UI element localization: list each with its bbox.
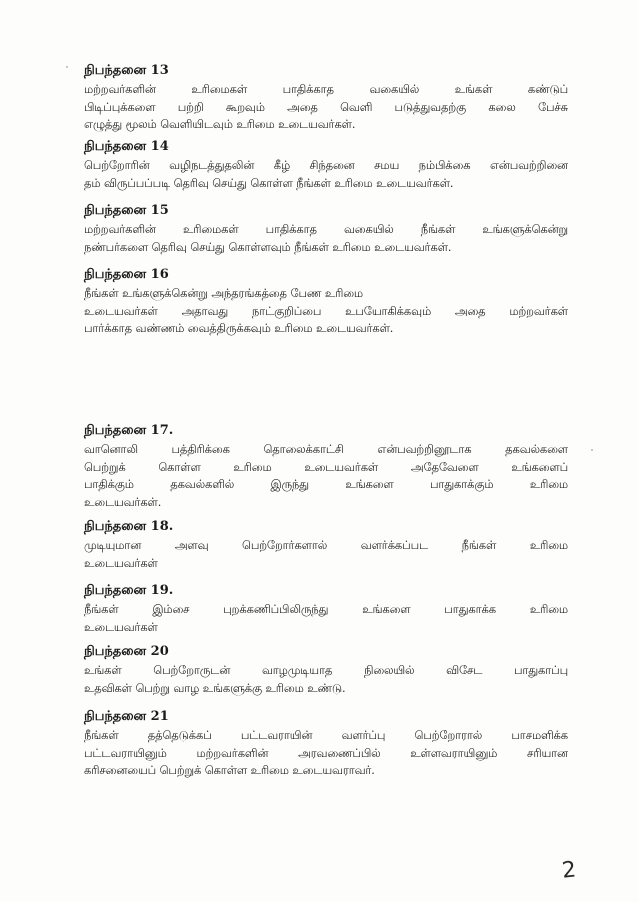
clause-heading: நிபந்தனை 21 (84, 709, 169, 724)
clause-text-line: பெற்றுக் கொள்ள உரிமை உடையவர்கள் அதேவேளை உங்களைப் (84, 460, 568, 474)
clause-text-line: பார்க்காத வண்ணம் வைத்திருக்கவும் உரிமை உடையவர்கள். (84, 322, 394, 335)
clause-text-line: நண்பர்களை தெரிவு செய்து கொள்ளவும் நீங்கள் உரிமை உடையவர்கள். (84, 240, 452, 254)
clause-text-line: உடையவர்கள். (84, 495, 162, 509)
clause-text-line: நீங்கள் தத்தெடுக்கப் பட்டவராயின் வளர்ப்பு பெற்றோரால் பாசமளிக்க (84, 729, 568, 742)
clause-text-line: பெற்றோரின் வழிநடத்துதலின் கீழ் சிந்தனை சமய நம்பிக்கை என்பவற்றினை (84, 159, 568, 172)
clause-text-line: எழுத்து மூலம் வெளியிடவும் உரிமை உடையவர்கள். (84, 118, 356, 131)
clause-heading: நிபந்தனை 15 (84, 203, 169, 218)
clause-heading: நிபந்தனை 18. (84, 519, 174, 534)
clause-heading: நிபந்தனை 13 (84, 63, 169, 78)
clause-text-line: பிடிப்புக்களை பற்றி கூறவும் அதை வெளி படுத்துவதற்கு கலை பேச்சு (84, 100, 568, 114)
clause-text-line: வானொலி பத்திரிக்கை தொலைக்காட்சி என்பவற்றினூடாக தகவல்களை (84, 443, 568, 456)
clause-text-line: பாதிக்கும் தகவல்களில் இருந்து உங்களை பாதுகாக்கும் உரிமை (84, 478, 568, 491)
clause-text-line: பட்டவராயினும் மற்றவர்களின் அரவணைப்பில் உள்ளவராயினும் சரியான (84, 746, 568, 760)
clause-16 (84, 266, 568, 338)
clause-text-line: மற்றவர்களின் உரிமைகள் பாதிக்காத வகையில் உங்கள் கண்டுப் (84, 83, 568, 96)
clause-13 (84, 62, 568, 134)
clause-heading: நிபந்தனை 17. (84, 423, 174, 438)
clause-heading: நிபந்தனை 14 (84, 139, 169, 154)
clause-15 (84, 202, 568, 256)
clause-text-line: உடையவர்கள் (84, 556, 158, 570)
clause-text-line: முடியுமான அளவு பெற்றோர்களால் வளர்க்கப்பட நீங்கள் உரிமை (84, 539, 568, 552)
clause-text-line: கரிசனையைப் பெற்றுக் கொள்ள உரிமை உடையவராவர். (84, 764, 375, 777)
clause-20 (84, 643, 568, 697)
clause-text-line: நீங்கள் உங்களுக்கென்று அந்தரங்கத்தை பேண உரிமை (84, 287, 363, 300)
clause-text-line: மற்றவர்களின் உரிமைகள் பாதிக்காத வகையில் நீங்கள் உங்களுக்கென்று (84, 223, 568, 236)
clause-text-line: உடையவர்கள் அதாவது நாட்குறிப்பை உபயோகிக்கவும் அதை மற்றவர்கள் (84, 304, 568, 318)
page-number: 2 (560, 857, 578, 884)
scan-speck (591, 449, 593, 451)
clause-17 (84, 422, 568, 511)
clause-19 (84, 582, 568, 636)
clause-heading: நிபந்தனை 20 (84, 644, 169, 659)
clause-text-line: உதவிகள் பெற்று வாழ உங்களுக்கு உரிமை உண்டு. (84, 681, 346, 695)
scan-speck (66, 66, 68, 68)
clause-text-line: உடையவர்கள் (84, 620, 158, 634)
clause-14 (84, 138, 568, 192)
clause-text-line: நீங்கள் இம்சை புறக்கணிப்பிலிருந்து உங்களை பாதுகாக்க உரிமை (84, 603, 568, 616)
clause-heading: நிபந்தனை 19. (84, 583, 174, 598)
clause-heading: நிபந்தனை 16 (84, 267, 169, 282)
clause-18 (84, 518, 568, 572)
clause-text-line: தம் விருப்பப்படி தெரிவு செய்து கொள்ள நீங்கள் உரிமை உடையவர்கள். (84, 176, 454, 190)
clause-text-line: உங்கள் பெற்றோருடன் வாழமுடியாத நிலையில் விசேட பாதுகாப்பு (84, 664, 568, 677)
clause-21 (84, 708, 568, 780)
